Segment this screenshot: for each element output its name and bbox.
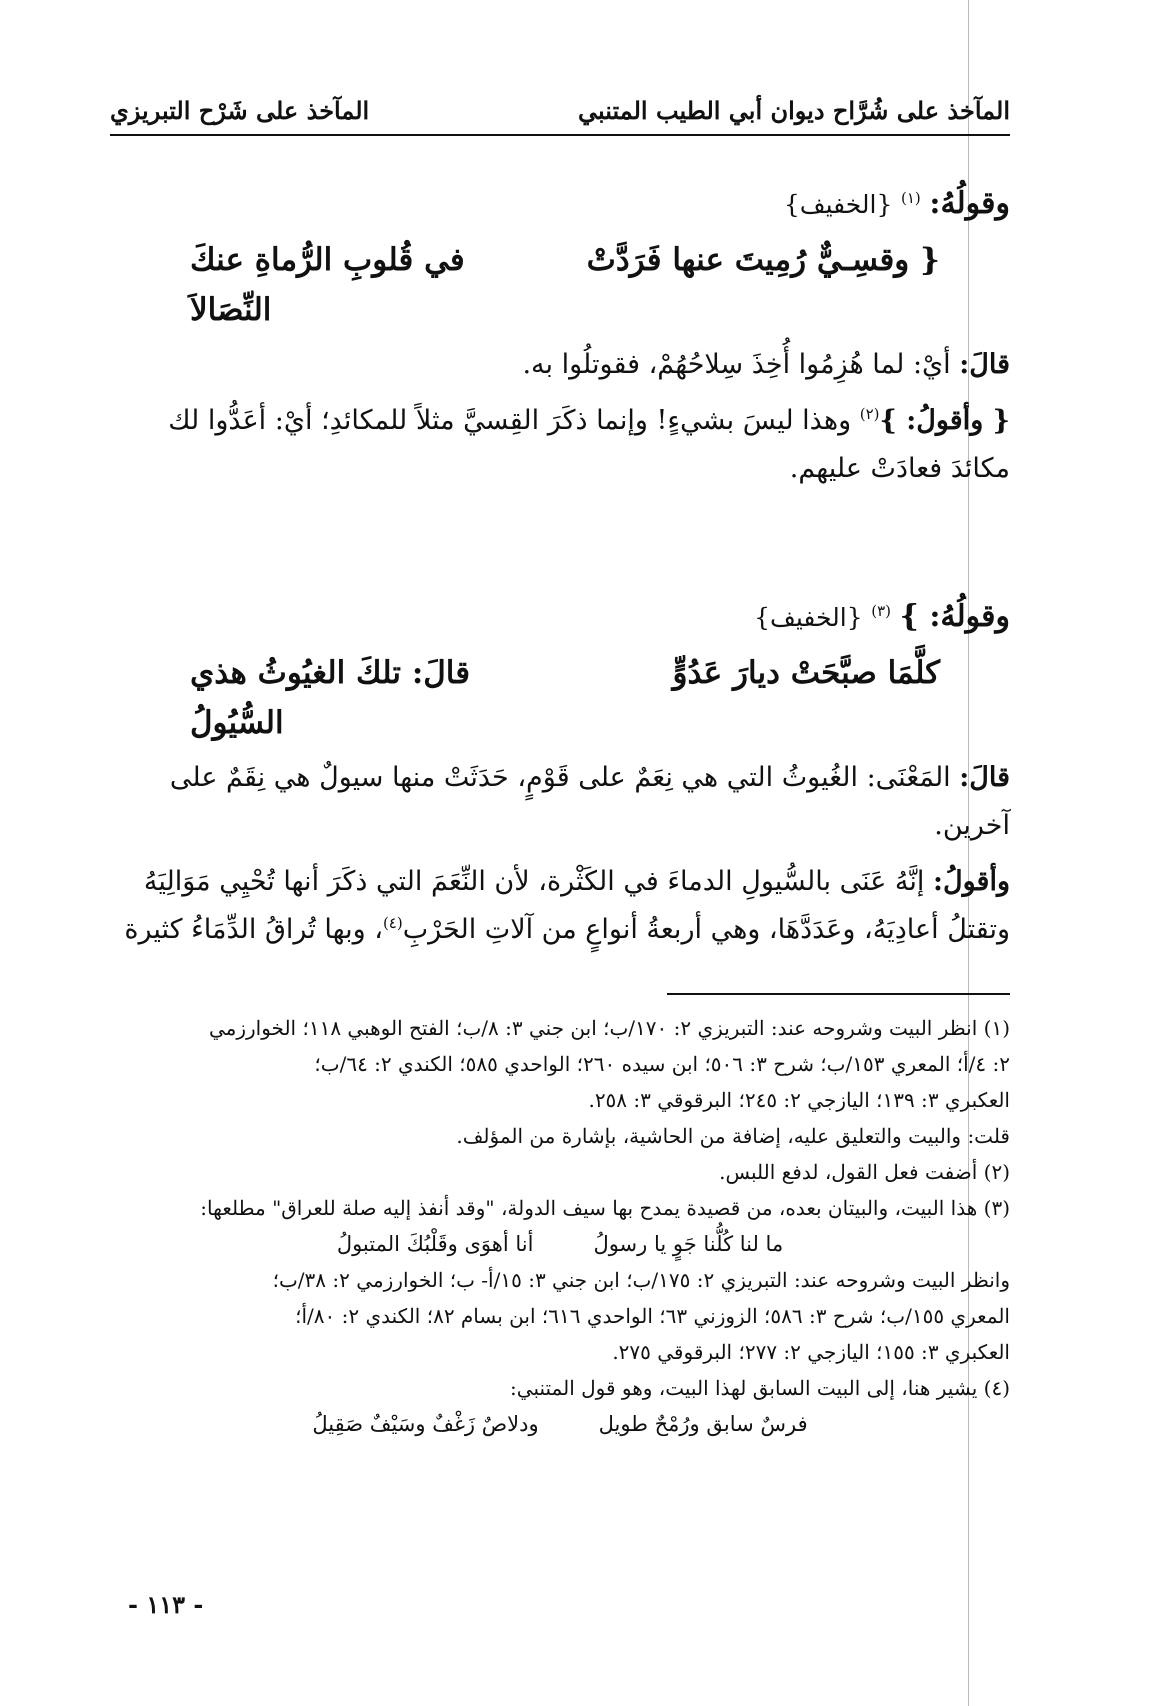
running-header: [110, 90, 1010, 130]
footnote-3-line-2: وانظر البيت وشروحه عند: التبريزي ٢: ١٧٥/ب؛ ابن جني ٣: ١٥/أ- ب؛ الخوارزمي ٢: ٣٨/ب؛: [272, 1268, 1010, 1292]
entry1-verse-second-hemistich: في قُلوبِ الرُّماةِ عنكَ النِّصَالاَ: [190, 242, 465, 328]
footnote-1-line-3: العكبري ٣: ١٣٩؛ اليازجي ٢: ٢٤٥؛ البرقوقي ٣: ٢٥٨.: [588, 1088, 1010, 1112]
footnote-1-line-2: ٢: ٤/أ؛ المعري ١٥٣/ب؛ شرح ٣: ٥٠٦؛ ابن سيده ٢٦٠؛ الواحدي ٥٨٥؛ الكندي ٢: ٦٤/ب؛: [314, 1052, 1010, 1076]
entry2-qala-label: قالَ:: [959, 762, 1010, 793]
entry1-intro: وقولُهُ:: [929, 186, 1010, 221]
entry1-qala-label: قالَ:: [959, 349, 1010, 380]
footnote-4-verse-first: فرسٌ سابق ورُمْحٌ طويل: [598, 1412, 808, 1436]
footnote-3: [110, 1190, 1010, 1370]
footnote-4: [110, 1370, 1010, 1442]
footnotes: [110, 1010, 1010, 1442]
footnote-1-line-4: قلت: والبيت والتعليق عليه، إضافة من الحاشية، بإشارة من المؤلف.: [456, 1124, 1010, 1148]
entry2-aqul-text-2a: وتقتلُ أعادِيَهُ، وعَدَدَّهَا، وهي أربعةُ أنواعٍ من آلاتِ الحَرْبِ: [402, 914, 1010, 945]
footnote-2-number: (٢): [983, 1160, 1010, 1184]
entry2-aqul-text-1: إنَّهُ عَنَى بالسُّيولِ الدماءَ في الكَثْرة، لأن النِّعَمَ التي ذكَرَ أنها تُحْيِي مَوَالِيَهُ: [143, 866, 925, 897]
footnote-4-line-1: يشير هنا، إلى البيت السابق لهذا البيت، وهو قول المتنبي:: [510, 1376, 978, 1400]
footnote-1-number: (١): [983, 1016, 1010, 1040]
entry2-verse-second-hemistich: قالَ: تلكَ الغيُوثُ هذي السُّيُولُ: [190, 655, 471, 741]
footnote-3-line-1: هذا البيت، والبيتان بعده، من قصيدة يمدح بها سيف الدولة، "وقد أنفذ إليه صلة للعراق" مطلعها:: [200, 1196, 978, 1220]
footnote-3-line-4: العكبري ٣: ١٥٥؛ اليازجي ٢: ٢٧٧؛ البرقوقي ٢٧٥.: [612, 1340, 1010, 1364]
header-section-title: المآخذ على شَرْح التبريزي: [110, 95, 370, 125]
entry1-verse-first-hemistich: { وقسِـيٌّ رُمِيتَ عنها فَرَدَّتْ: [586, 242, 940, 278]
entry2-aqul-label: وأقولُ:: [933, 866, 1010, 897]
entry2-verse: [110, 648, 1010, 748]
header-book-title: المآخذ على شُرَّاح ديوان أبي الطيب المتنبي: [578, 95, 1010, 125]
entry1-meter: {الخفيف}: [783, 190, 893, 219]
footnote-4-verse: [110, 1406, 1010, 1442]
footnote-4-verse-second: ودلاصٌ زَغْفٌ وسَيْفٌ صَقِيلُ: [312, 1412, 539, 1436]
footnote-3-verse-second: أنا أهوَى وقَلْبُكَ المتبولُ: [336, 1232, 534, 1256]
entry1-qala-text: أيْ: لما هُزِمُوا أُخِذَ سِلاحُهُمْ، فقوتلُوا به.: [522, 349, 951, 380]
footnote-rule: [667, 993, 1010, 995]
footnote-2-line-1: أضفت فعل القول، لدفع اللبس.: [719, 1160, 978, 1184]
header-rule: [110, 134, 1010, 136]
entry2-response: [110, 858, 1010, 906]
entry1-response: [110, 397, 1010, 445]
page-number: - ١١٣ -: [128, 1590, 204, 1619]
entry2-commentary: [110, 754, 1010, 802]
footnote-3-number: (٣): [983, 1196, 1010, 1220]
entry2-meter: {الخفيف}: [754, 603, 863, 632]
footnote-2: [110, 1154, 1010, 1190]
entry1-footnote-ref: (١): [901, 189, 921, 207]
footnote-1-line-1: انظر البيت وشروحه عند: التبريزي ٢: ١٧٠/ب؛ ابن جني ٣: ٨/ب؛ الفتح الوهبي ١١٨؛ الخوارزمي: [208, 1016, 978, 1040]
footnote-3-verse-first: ما لنا كُلُّنا جَوٍ يا رسولُ: [593, 1232, 784, 1256]
entry1-commentary: [110, 341, 1010, 389]
entry-spacer: [110, 493, 1010, 593]
footnote-3-line-3: المعري ١٥٥/ب؛ شرح ٣: ٥٨٦؛ الزوزني ٦٣؛ الواحدي ٦١٦؛ ابن بسام ٨٢؛ الكندي ٢: ٨٠/أ؛: [295, 1304, 1010, 1328]
entry2-intro: وقولُهُ: }: [899, 599, 1010, 634]
entry2-footnote-ref: (٣): [871, 602, 892, 620]
entry2-verse-first-hemistich: كلَّمَا صبَّحَتْ ديارَ عَدُوٍّ: [672, 655, 940, 691]
entry2-intro-line: [110, 593, 1010, 642]
footnote-1: [110, 1010, 1010, 1154]
entry2-aqul-line-2: [110, 906, 1010, 954]
entry1-aqul-label: { وأقولُ: }: [879, 405, 1010, 436]
entry2-qala-text-2: آخرين.: [934, 810, 1010, 841]
entry2-aqul-ref: (٤): [382, 914, 403, 932]
entry1-aqul-ref: (٢): [859, 405, 880, 423]
footnote-4-number: (٤): [983, 1376, 1010, 1400]
entry2-qala-text-1: المَعْنَى: الغُيوثُ التي هي نِعَمٌ على قَوْمٍ، حَدَثَتْ منها سيولٌ هي نِقَمٌ على: [169, 762, 951, 793]
entry2-aqul-text-2b: ، وبها تُراقُ الدِّمَاءُ كثيرة: [124, 914, 383, 945]
entry1-intro-line: [110, 180, 1010, 229]
main-text: [110, 180, 1010, 954]
entry1-aqul-text-2: مكائدَ فعادَتْ عليهم.: [789, 453, 1010, 484]
entry1-verse: [110, 235, 1010, 335]
footnote-3-verse: [110, 1226, 1010, 1262]
entry1-aqul-text-1: وهذا ليسَ بشيءٍ! وإنما ذكَرَ القِسيَّ مثلاً للمكائدِ؛ أيْ: أعَدُّوا لك: [168, 405, 852, 436]
